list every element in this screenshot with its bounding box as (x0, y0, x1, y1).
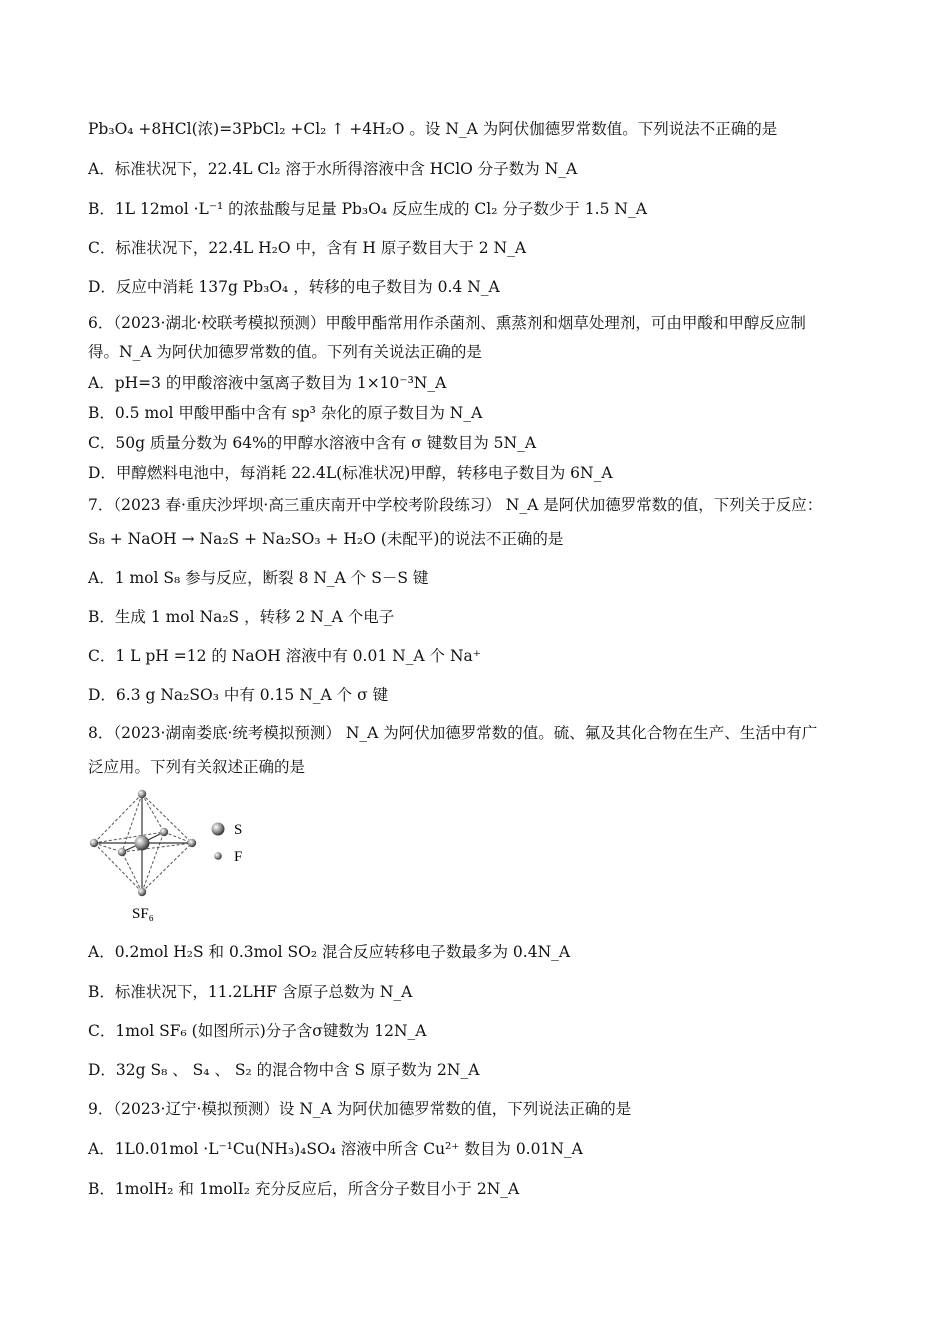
q6-option-b: B．0.5 mol 甲酸甲酯中含有 sp³ 杂化的原子数目为 N_A (88, 404, 483, 422)
q7-option-a: A．1 mol S₈ 参与反应，断裂 8 N_A 个 S－S 键 (88, 569, 429, 587)
option-b: B．1L 12mol ·L⁻¹ 的浓盐酸与足量 Pb₃O₄ 反应生成的 Cl₂ 分子数少于 1.5 N_A (88, 200, 647, 218)
legend-s-ball (212, 823, 225, 836)
f-atom (118, 848, 126, 856)
question-8-stem-2: 泛应用。下列有关叙述正确的是 (88, 758, 306, 776)
q6-option-a: A．pH=3 的甲酸溶液中氢离子数目为 1×10⁻³N_A (88, 374, 447, 392)
q8-option-b: B．标准状况下，11.2LHF 含原子总数为 N_A (88, 983, 413, 1001)
option-d: D．反应中消耗 137g Pb₃O₄ ，转移的电子数目为 0.4 N_A (88, 278, 500, 296)
q9-option-a: A．1L0.01mol ·L⁻¹Cu(NH₃)₄SO₄ 溶液中所含 Cu²⁺ 数目为 0.01N_A (88, 1140, 583, 1158)
question-7-stem-1: 7．（2023 春·重庆沙坪坝·高三重庆南开中学校考阶段练习） N_A 是阿伏加德罗常数的值，下列关于反应： (88, 496, 823, 514)
option-c: C．标准状况下，22.4L H₂O 中，含有 H 原子数目大于 2 N_A (88, 239, 527, 257)
q7-option-d: D．6.3 g Na₂SO₃ 中有 0.15 N_A 个 σ 键 (88, 686, 389, 704)
q8-option-d: D．32g S₈ 、 S₄ 、 S₂ 的混合物中含 S 原子数为 2N_A (88, 1061, 480, 1079)
figure-caption: SF₆ (132, 906, 154, 922)
q8-option-c: C．1mol SF₆ (如图所示)分子含σ键数为 12N_A (88, 1022, 427, 1040)
s-atom (135, 836, 150, 851)
legend-f-label: F (234, 849, 243, 865)
f-atom (90, 839, 98, 847)
intro-line: Pb₃O₄ +8HCl(浓)=3PbCl₂ +Cl₂ ↑ +4H₂O 。设 N_A 为阿伏伽德罗常数值。下列说法不正确的是 (88, 120, 778, 138)
q9-option-b: B．1molH₂ 和 1molI₂ 充分反应后，所含分子数目小于 2N_A (88, 1180, 520, 1198)
q6-option-d: D．甲醇燃料电池中，每消耗 22.4L(标准状况)甲醇，转移电子数目为 6N_A (88, 464, 613, 482)
sf6-structure-figure (86, 786, 286, 926)
q7-option-b: B．生成 1 mol Na₂S ，转移 2 N_A 个电子 (88, 608, 395, 626)
q6-option-c: C．50g 质量分数为 64%的甲醇水溶液中含有 σ 键数目为 5N_A (88, 434, 537, 452)
question-8-stem-1: 8．（2023·湖南娄底·统考模拟预测） N_A 为阿伏加德罗常数的值。硫、氟及其化合物在生产、生活中有广 (88, 724, 818, 742)
q8-option-a: A．0.2mol H₂S 和 0.3mol SO₂ 混合反应转移电子数最多为 0.4N_A (88, 943, 571, 961)
question-7-stem-2: S₈ + NaOH → Na₂S + Na₂SO₃ + H₂O (未配平)的说法不正确的是 (88, 530, 564, 548)
q7-option-c: C．1 L pH =12 的 NaOH 溶液中有 0.01 N_A 个 Na⁺ (88, 647, 481, 665)
f-atom (188, 839, 196, 847)
legend-f-ball (214, 852, 222, 860)
question-6-stem-1: 6．（2023·湖北·校联考模拟预测）甲酸甲酯常用作杀菌剂、熏蒸剂和烟草处理剂，可由甲酸和甲醇反应制 (88, 314, 806, 332)
f-atom (138, 790, 146, 798)
legend-s-label: S (234, 822, 243, 838)
question-9-stem: 9．（2023·辽宁·模拟预测）设 N_A 为阿伏加德罗常数的值，下列说法正确的是 (88, 1100, 632, 1118)
question-6-stem-2: 得。N_A 为阿伏加德罗常数的值。下列有关说法正确的是 (88, 343, 482, 361)
f-atom (138, 888, 146, 896)
f-atom (160, 828, 168, 836)
option-a: A．标准状况下，22.4L Cl₂ 溶于水所得溶液中含 HClO 分子数为 N_A (88, 160, 578, 178)
